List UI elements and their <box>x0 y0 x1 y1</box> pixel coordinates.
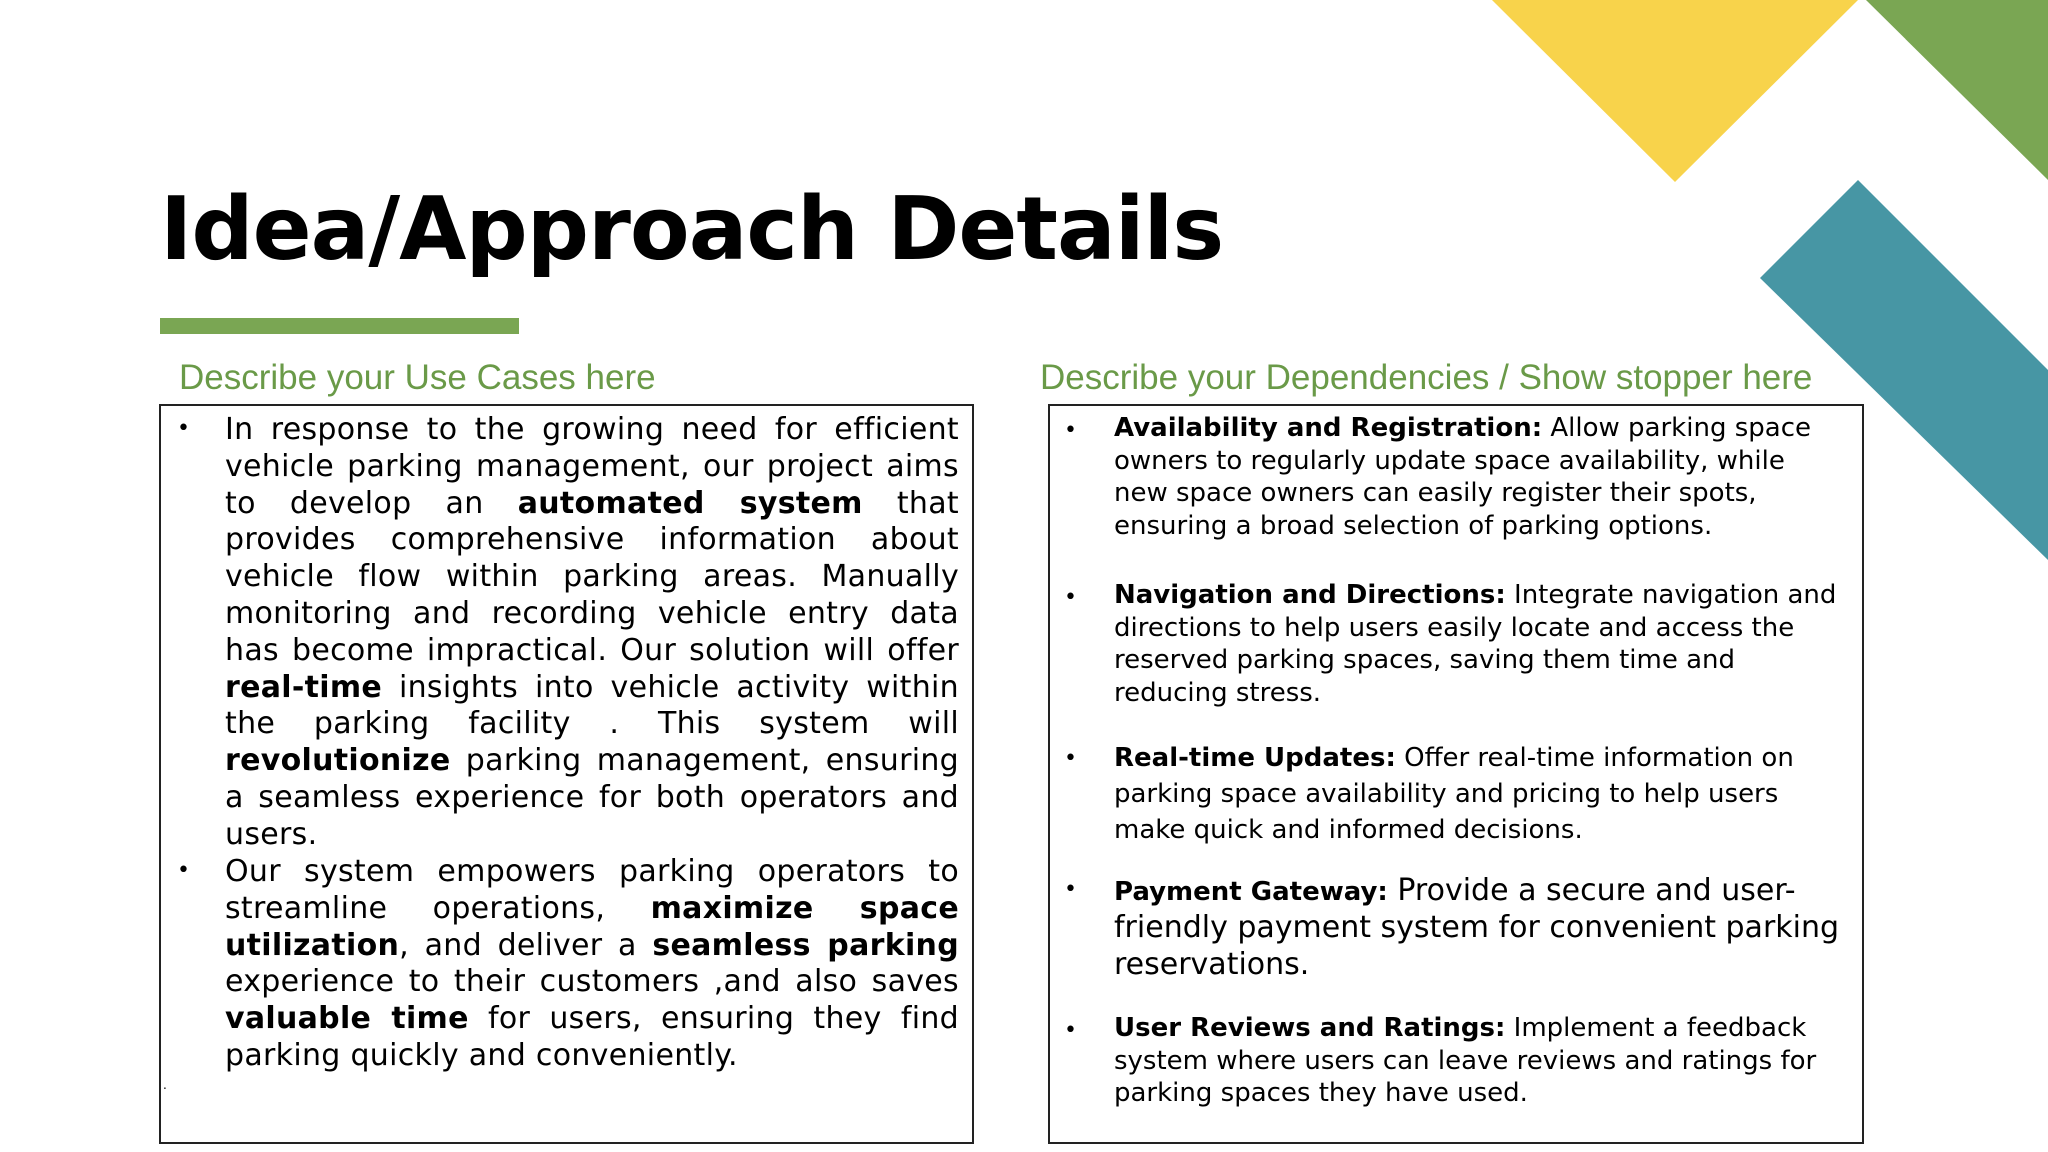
dependency-text: Implement a feedback system where users can leave reviews and ratings for parking spaces they have used. <box>1114 1013 1817 1108</box>
bullet-marker: • <box>1064 746 1077 771</box>
use-case-paragraph <box>225 854 959 1075</box>
bullet-marker: • <box>1064 877 1077 902</box>
bullet-marker: • <box>177 416 190 441</box>
dependency-label: Navigation and Directions: <box>1114 580 1506 610</box>
dependency-text: Provide a secure and user-friendly payment system for convenient parking reservations. <box>1114 873 1840 982</box>
emphasis-text: revolutionize <box>225 743 451 779</box>
dependency-text: Allow parking space owners to regularly update space availability, while new space owners can easily register their spots, ensuring a broad selection of parking options. <box>1114 413 1811 541</box>
dependencies-heading: Describe your Dependencies / Show stopper here <box>1040 358 1813 397</box>
text-segment: that provides comprehensive information about vehicle flow within parking areas. Manually monitoring and recording vehicle entry data has become impractical. Our solution will offer <box>225 485 959 668</box>
text-segment: for users, ensuring they find parking quickly and conveniently. <box>225 1001 959 1073</box>
emphasis-text: seamless parking <box>652 927 959 963</box>
text-segment: parking management, ensuring a seamless experience for both operators and users. <box>225 743 959 852</box>
use-cases-heading: Describe your Use Cases here <box>179 358 656 397</box>
dependency-item <box>1114 872 1844 983</box>
text-segment: , and deliver a <box>399 927 653 963</box>
dependency-item <box>1114 1012 1844 1110</box>
text-segment: In response to the growing need for efficient vehicle parking management, our project aims to develop an <box>225 412 959 521</box>
use-case-paragraph <box>225 412 959 854</box>
slide-title: Idea/Approach Details <box>160 178 1224 280</box>
dependency-label: Availability and Registration: <box>1114 413 1543 443</box>
emphasis-text: valuable time <box>225 1001 469 1037</box>
dependency-label: Payment Gateway: <box>1114 877 1388 907</box>
dependency-label: Real-time Updates: <box>1114 743 1396 773</box>
yellow-triangle-decoration <box>1492 0 1858 182</box>
bullet-marker: • <box>1064 418 1077 443</box>
text-segment: experience to their customers ,and also saves <box>225 964 959 1000</box>
dependency-item <box>1114 412 1844 542</box>
text-segment: Our system empowers parking operators to streamline operations, <box>225 854 959 926</box>
stray-dot: . <box>163 1078 167 1092</box>
dependency-item <box>1114 740 1844 848</box>
bullet-marker: • <box>177 858 190 883</box>
bullet-marker: • <box>1064 1018 1077 1043</box>
dependency-item <box>1114 579 1844 709</box>
text-segment: insights into vehicle activity within the parking facility . This system will <box>225 669 959 742</box>
green-triangle-decoration <box>1866 0 2048 180</box>
dependency-text: Offer real-time information on parking space availability and pricing to help users make quick and informed decisions. <box>1114 743 1794 845</box>
emphasis-text: maximize space utilization <box>225 890 959 963</box>
bullet-marker: • <box>1064 585 1077 610</box>
dependency-text: Integrate navigation and directions to help users easily locate and access the reserved parking spaces, saving them time and reducing stress. <box>1114 580 1837 708</box>
emphasis-text: automated system <box>517 485 863 521</box>
dependency-label: User Reviews and Ratings: <box>1114 1013 1506 1043</box>
use-cases-box <box>159 404 974 1144</box>
dependencies-box <box>1048 404 1864 1144</box>
emphasis-text: real-time <box>225 669 383 705</box>
title-underline <box>160 318 519 334</box>
